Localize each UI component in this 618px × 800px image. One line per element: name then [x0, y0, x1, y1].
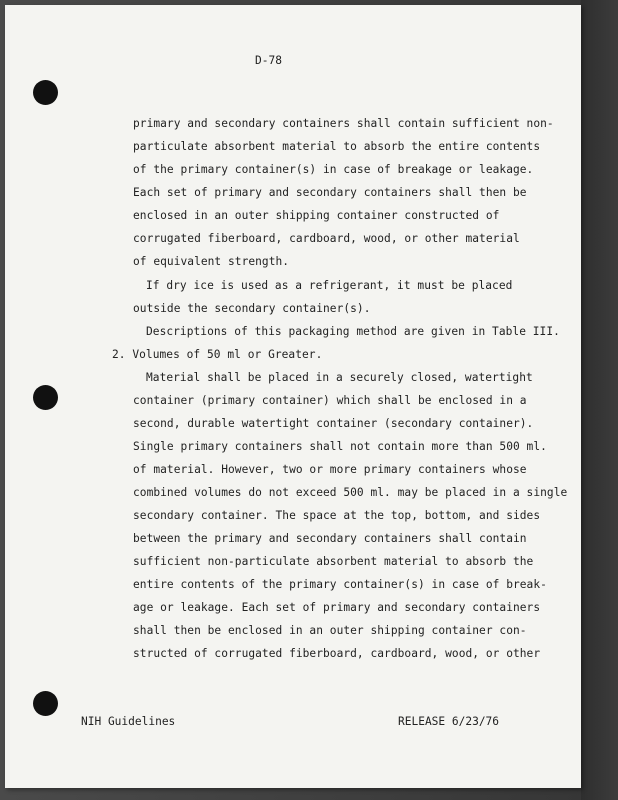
body-line: shall then be enclosed in an outer shipping container con- [133, 624, 527, 637]
body-line: Single primary containers shall not contain more than 500 ml. [133, 440, 547, 453]
body-line: particulate absorbent material to absorb the entire contents [133, 140, 541, 153]
body-line: of the primary container(s) in case of breakage or leakage. [133, 163, 534, 176]
body-line: container (primary container) which shall be enclosed in a [133, 394, 527, 407]
body-line: enclosed in an outer shipping container constructed of [133, 209, 500, 222]
body-line: structed of corrugated fiberboard, cardboard, wood, or other [133, 647, 541, 660]
section-heading: 2. Volumes of 50 ml or Greater. [112, 348, 323, 361]
body-line: secondary container. The space at the top, bottom, and sides [133, 509, 541, 522]
body-line: corrugated fiberboard, cardboard, wood, or other material [133, 232, 520, 245]
body-line: second, durable watertight container (secondary container). [133, 417, 534, 430]
body-line: Each set of primary and secondary containers shall then be [133, 186, 527, 199]
body-line: of material. However, two or more primary containers whose [133, 463, 527, 476]
body-line: sufficient non-particulate absorbent material to absorb the [133, 555, 534, 568]
body-line: between the primary and secondary containers shall contain [133, 532, 527, 545]
body-line: combined volumes do not exceed 500 ml. may be placed in a single [133, 486, 568, 499]
footer-left: NIH Guidelines [81, 715, 176, 728]
page-number: D-78 [255, 54, 282, 67]
body-line: Material shall be placed in a securely closed, watertight [146, 371, 533, 384]
body-line: of equivalent strength. [133, 255, 290, 268]
body-line: primary and secondary containers shall contain sufficient non- [133, 117, 554, 130]
body-line: If dry ice is used as a refrigerant, it must be placed [146, 279, 513, 292]
page-shadow [581, 0, 618, 800]
body-line: outside the secondary container(s). [133, 302, 371, 315]
body-line: entire contents of the primary container(s) in case of break- [133, 578, 547, 591]
body-line: age or leakage. Each set of primary and secondary containers [133, 601, 541, 614]
body-line: Descriptions of this packaging method are given in Table III. [146, 325, 560, 338]
document-page [5, 5, 581, 788]
footer-release: RELEASE 6/23/76 [398, 715, 500, 728]
body-text [5, 5, 581, 788]
